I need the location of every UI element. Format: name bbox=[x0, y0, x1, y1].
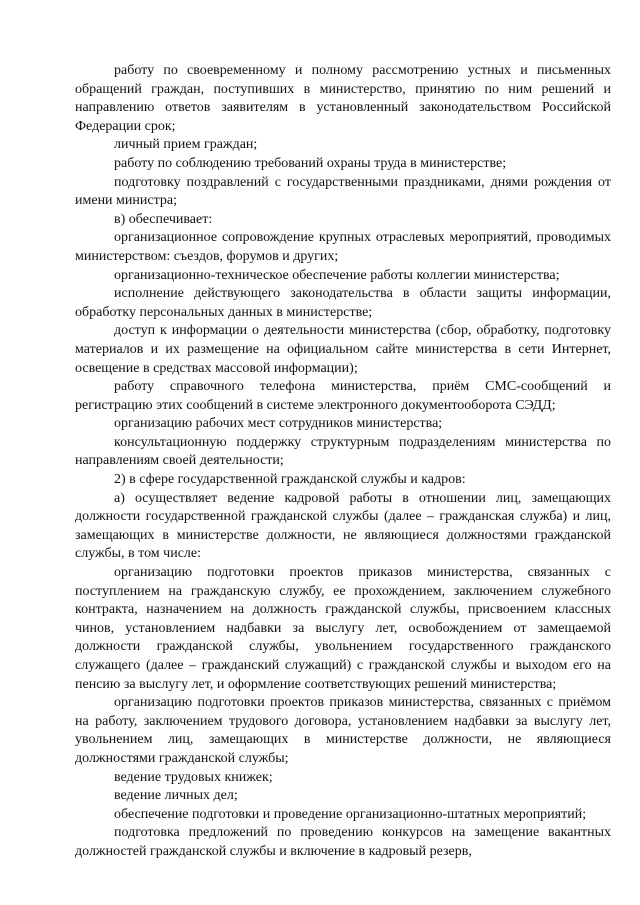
paragraph-help-phone: работу справочного телефона министерства, приём СМС-сообщений и регистрацию этих сообщений в системе электронного документооборота СЭДД; bbox=[75, 379, 611, 413]
paragraph-greetings: подготовку поздравлений с государственными праздниками, днями рождения от имени министра; bbox=[75, 174, 611, 209]
paragraph-workplaces: организацию рабочих мест сотрудников министерства; bbox=[114, 416, 443, 432]
paragraph-consulting: консультационную поддержку структурным подразделениям министерства по направлениям своей деятельности; bbox=[75, 434, 611, 469]
paragraph-civil-service-heading: 2) в сфере государственной гражданской службы и кадров: bbox=[114, 472, 466, 488]
paragraph-information-access: доступ к информации о деятельности министерства (сбор, обработку, подготовку материалов и их размещение на официальном сайте министерства в сети Интернет, освещение в средствах массовой информации); bbox=[75, 323, 611, 376]
paragraph-service-orders: организацию подготовки проектов приказов министерства, связанных с поступлением на гражданскую службу, ее прохождением, заключением служебного контракта, назначением на должность гражданской службы, присвоением классных чинов, установлением надбавки за выслугу лет, освобождением от замещаемой должности гражданской службы, увольнением государственного гражданского служащего (далее – гражданский служащий) с гражданской службы и выходом его на пенсию за выслугу лет, и оформление соответствующих решений министерства; bbox=[75, 565, 611, 692]
paragraph-collegium-support: организационно-техническое обеспечение работы коллегии министерства; bbox=[114, 267, 560, 283]
paragraph-work-books: ведение трудовых книжек; bbox=[114, 769, 273, 785]
paragraph-labor-safety: работу по соблюдению требований охраны труда в министерстве; bbox=[114, 155, 507, 171]
paragraph-employment-orders: организацию подготовки проектов приказов министерства, связанных с приёмом на работу, заключением трудового договора, установлением надбавки за выслугу лет, увольнением лиц, замещающих в министерстве должности, не являющиеся должностями гражданской службы; bbox=[75, 695, 611, 766]
paragraph-staffing-events: обеспечение подготовки и проведение организационно-штатных мероприятий; bbox=[114, 806, 587, 822]
paragraph-personal-reception: личный прием граждан; bbox=[114, 137, 258, 153]
paragraph-personnel-work: а) осуществляет ведение кадровой работы в отношении лиц, замещающих должности государственной гражданской службы (далее – гражданская служба) и лиц, замещающих в министерстве должности, не являющиеся должностями гражданской службы, в том числе: bbox=[75, 490, 611, 562]
paragraph-citizen-appeals: работу по своевременному и полному рассмотрению устных и письменных обращений граждан, поступивших в министерство, принятию по ним решений и направлению ответов заявителям в установленный законодательством Российской Федерации срок; bbox=[75, 63, 611, 134]
paragraph-data-protection: исполнение действующего законодательства в области защиты информации, обработку персональных данных в министерстве; bbox=[75, 286, 611, 320]
paragraph-provides-heading: в) обеспечивает: bbox=[114, 211, 213, 227]
paragraph-personal-files: ведение личных дел; bbox=[114, 788, 238, 804]
paragraph-competitions: подготовка предложений по проведению конкурсов на замещение вакантных должностей гражданской службы и включение в кадровый резерв, bbox=[75, 825, 611, 859]
document-page bbox=[75, 62, 611, 862]
paragraph-events-support: организационное сопровождение крупных отраслевых мероприятий, проводимых министерством: съездов, форумов и других; bbox=[75, 230, 611, 264]
